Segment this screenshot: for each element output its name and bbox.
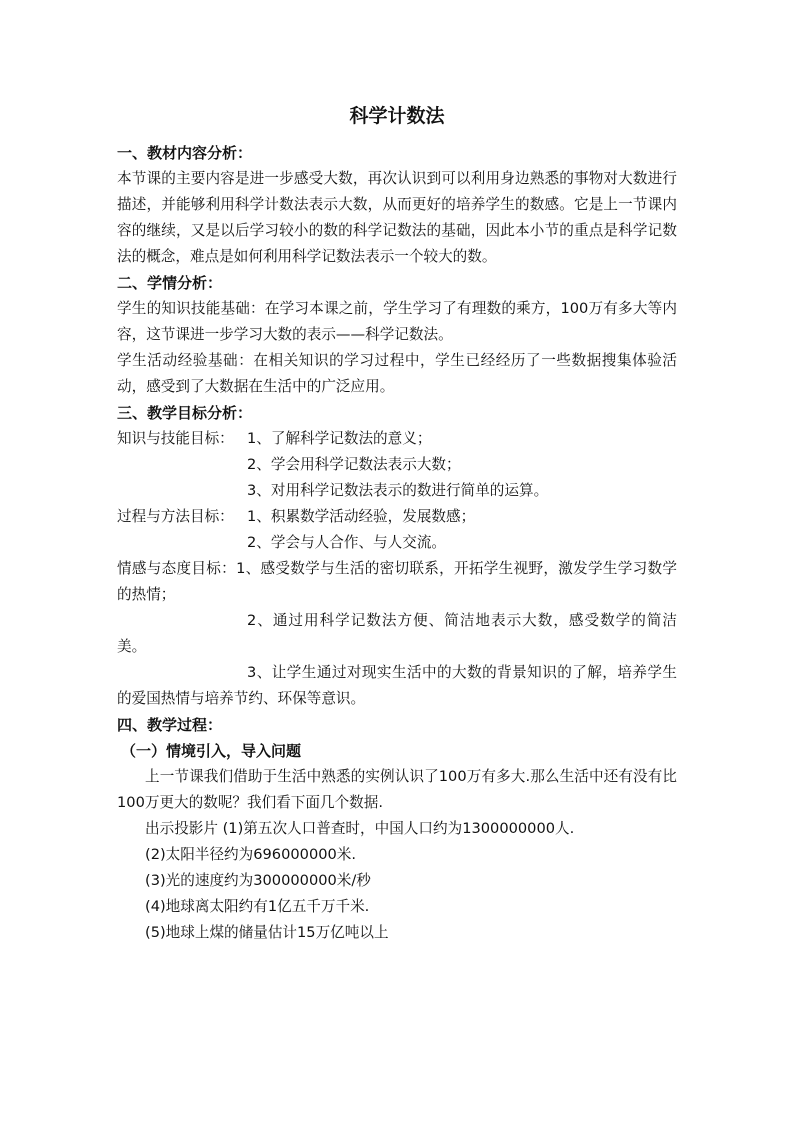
process-goal-item: 2、学会与人合作、与人交流。 — [247, 534, 447, 551]
knowledge-goal-label: 知识与技能目标： — [117, 430, 234, 447]
section-heading-1: 一、教材内容分析： — [117, 144, 253, 162]
process-goal-row — [117, 504, 677, 530]
emotion-goal-item: 2、通过用科学记数法方便、简洁地表示大数，感受数学的简洁美。 — [117, 612, 677, 655]
subsection-heading-1: （一）情境引入，导入问题 — [121, 742, 302, 760]
section-heading-4: 四、教学过程： — [117, 716, 223, 734]
intro-paragraph: 上一节课我们借助于生活中熟悉的实例认识了100万有多大.那么生活中还有没有比100万更大的数呢？我们看下面几个数据. — [117, 768, 677, 811]
section-heading-3: 三、教学目标分析： — [117, 404, 253, 422]
emotion-goal-label: 情感与态度目标： — [117, 560, 237, 577]
section-1-paragraph: 本节课的主要内容是进一步感受大数，再次认识到可以利用身边熟悉的事物对大数进行描述，并能够利用科学计数法表示大数，从而更好的培养学生的数感。它是上一节课内容的继续，又是以后学习较小的数的科学记数法的基础，因此本小节的重点是科学记数法的概念，难点是如何利用科学记数法表示一个较大的数。 — [117, 170, 677, 265]
data-list-item: (5)地球上煤的储量估计15万亿吨以上 — [145, 924, 389, 941]
section-2-paragraph-2: 学生活动经验基础：在相关知识的学习过程中，学生已经经历了一些数据搜集体验活动，感受到了大数据在生活中的广泛应用。 — [117, 352, 677, 395]
knowledge-goal-item: 2、学会用科学记数法表示大数； — [247, 456, 461, 473]
section-2-paragraph-1: 学生的知识技能基础：在学习本课之前，学生学习了有理数的乘方，100万有多大等内容，这节课进一步学习大数的表示——科学记数法。 — [117, 300, 677, 343]
data-list-item: 出示投影片 (1)第五次人口普查时，中国人口约为1300000000人. — [145, 820, 575, 837]
knowledge-goal-row — [117, 426, 677, 452]
emotion-goal-item: 3、让学生通过对现实生活中的大数的背景知识的了解，培养学生的爱国热情与培养节约、环保等意识。 — [117, 664, 677, 707]
emotion-goal-row — [117, 556, 677, 608]
emotion-goal-item: 1、感受数学与生活的密切联系，开拓学生视野，激发学生学习数学的热情； — [117, 560, 677, 603]
document-page — [117, 100, 677, 946]
page-title: 科学计数法 — [349, 105, 445, 127]
knowledge-goal-item: 1、了解科学记数法的意义； — [247, 430, 432, 447]
process-goal-label: 过程与方法目标： — [117, 508, 234, 525]
data-list-item: (2)太阳半径约为696000000米. — [145, 846, 357, 863]
process-goal-item: 1、积累数学活动经验，发展数感； — [247, 508, 476, 525]
section-heading-2: 二、学情分析： — [117, 274, 223, 292]
data-list-item: (3)光的速度约为300000000米/秒 — [145, 872, 371, 889]
knowledge-goal-item: 3、对用科学记数法表示的数进行简单的运算。 — [247, 482, 549, 499]
data-list-item: (4)地球离太阳约有1亿五千万千米. — [145, 898, 370, 915]
